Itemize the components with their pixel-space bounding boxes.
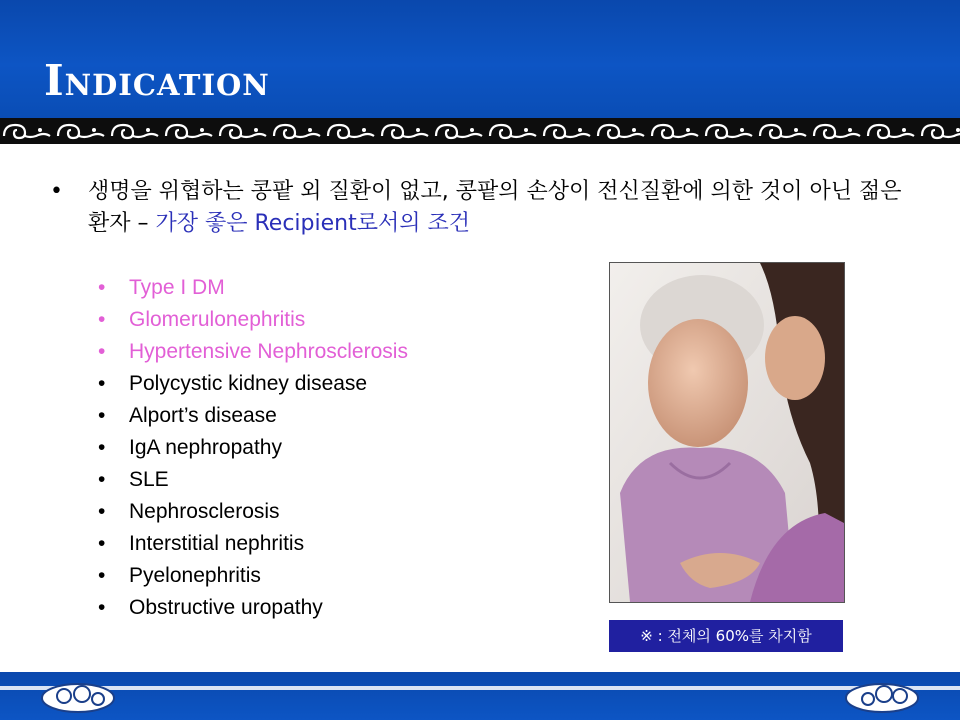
header-bar [0,0,960,118]
disease-name: Hypertensive Nephrosclerosis [129,340,408,363]
slide-title: Indication [44,56,270,105]
disease-name: Glomerulonephritis [129,308,306,331]
patient-photo [609,262,845,603]
disease-list [98,272,408,624]
disease-name: Type I DM [129,276,225,299]
bullet-dot: • [98,372,106,395]
disease-list-item [98,368,408,400]
bullet-dot: • [98,532,106,555]
main-bullet-blue-text: 가장 좋은 Recipient로서의 조건 [155,211,470,236]
disease-name: Alport’s disease [129,404,277,427]
bullet-dot: • [98,340,106,363]
bullet-dot: • [98,404,106,427]
disease-name: SLE [129,468,169,491]
elderly-woman-photo-illustration [610,263,844,602]
footer-bar [0,672,960,720]
decorative-wave-band [0,118,960,144]
footer-ornament [0,672,960,720]
disease-name: Interstitial nephritis [129,532,305,555]
bullet-dot: • [98,564,106,587]
main-bullet-black-text: 생명을 위협하는 콩팥 외 질환이 없고, 콩팥의 손상이 전신질환에 의한 것이 아닌 젊은 환자 – [88,179,902,236]
bullet-dot: • [98,468,106,491]
cloud-scroll-left-icon [42,684,114,712]
disease-name: Obstructive uropathy [129,596,323,619]
disease-list-item [98,528,408,560]
disease-list-item [98,560,408,592]
disease-list-item [98,592,408,624]
main-bullet-text [88,176,928,240]
disease-list-item [98,304,408,336]
disease-list-item [98,400,408,432]
wave-pattern-icon [0,118,960,144]
disease-name: Nephrosclerosis [129,500,280,523]
bullet-dot: • [50,179,63,204]
bullet-dot: • [98,500,106,523]
disease-name: Pyelonephritis [129,564,261,587]
bullet-dot: • [98,276,106,299]
disease-list-item [98,464,408,496]
disease-list-item [98,336,408,368]
disease-list-item [98,272,408,304]
disease-list-item [98,432,408,464]
bullet-dot: • [98,436,106,459]
disease-name: Polycystic kidney disease [129,372,368,395]
photo-caption: ※ : 전체의 60%를 차지함 [609,620,843,652]
disease-name: IgA nephropathy [129,436,282,459]
bullet-dot: • [98,596,106,619]
disease-list-item [98,496,408,528]
bullet-dot: • [98,308,106,331]
cloud-scroll-right-icon [846,684,918,712]
